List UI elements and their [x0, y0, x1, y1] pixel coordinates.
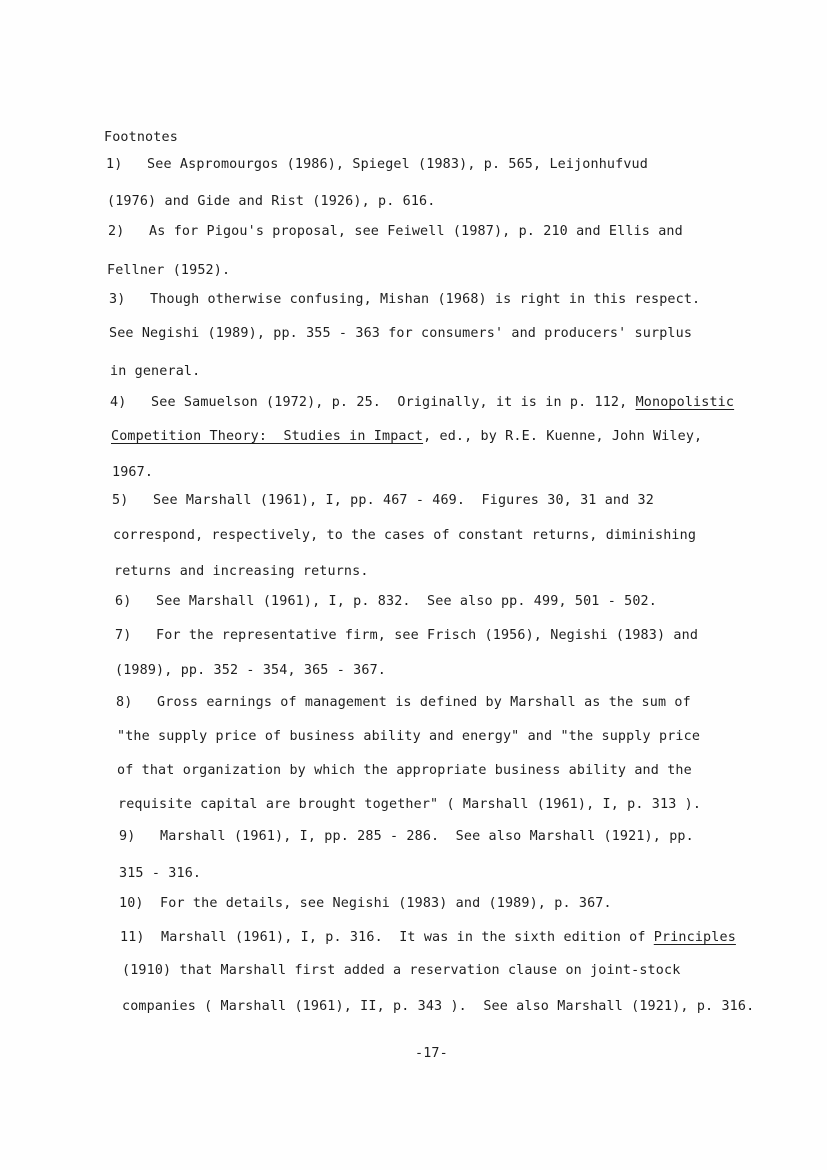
footnote-5-line-3: returns and increasing returns. [114, 564, 369, 579]
footnote-8-line-2: "the supply price of business ability and energy" and "the supply price [117, 729, 701, 744]
footnote-8-line-3: of that organization by which the appropriate business ability and the [117, 763, 692, 778]
footnote-2-line-1: 2) As for Pigou's proposal, see Feiwell (1987), p. 210 and Ellis and [108, 224, 683, 239]
footnote-11-text: 11) Marshall (1961), I, p. 316. It was in the sixth edition of [120, 930, 654, 945]
monopolistic-title-underlined: Monopolistic [635, 395, 735, 410]
page-number: -17- [415, 1046, 448, 1061]
footnote-7-line-2: (1989), pp. 352 - 354, 365 - 367. [115, 663, 386, 678]
footnote-11-line-1 [120, 930, 736, 945]
footnote-4-line-3: 1967. [112, 465, 154, 480]
competition-theory-title-underlined: Competition Theory: Studies in Impact [111, 429, 424, 444]
footnote-2-line-2: Fellner (1952). [107, 263, 231, 278]
footnote-3-line-2: See Negishi (1989), pp. 355 - 363 for consumers' and producers' surplus [109, 326, 693, 341]
footnote-7-line-1: 7) For the representative firm, see Frisch (1956), Negishi (1983) and [115, 628, 699, 643]
footnote-4-publisher: , ed., by R.E. Kuenne, John Wiley, [423, 429, 703, 444]
footnotes-heading: Footnotes [104, 130, 178, 145]
footnote-1-line-2: (1976) and Gide and Rist (1926), p. 616. [107, 194, 436, 209]
footnote-9-line-2: 315 - 316. [119, 866, 202, 881]
footnote-5-line-1: 5) See Marshall (1961), I, pp. 467 - 469. Figures 30, 31 and 32 [112, 493, 654, 508]
footnote-1-line-1: 1) See Aspromourgos (1986), Spiegel (1983), p. 565, Leijonhufvud [106, 157, 648, 172]
footnote-4-line-2 [111, 429, 702, 444]
footnote-8-line-4: requisite capital are brought together" ( Marshall (1961), I, p. 313 ). [118, 797, 702, 812]
footnote-9-line-1: 9) Marshall (1961), I, pp. 285 - 286. See also Marshall (1921), pp. [119, 829, 694, 844]
footnote-11-line-2: (1910) that Marshall first added a reservation clause on joint-stock [122, 963, 681, 978]
footnote-4-text: 4) See Samuelson (1972), p. 25. Originally, it is in p. 112, [110, 395, 636, 410]
footnote-11-line-3: companies ( Marshall (1961), II, p. 343 ). See also Marshall (1921), p. 316. [122, 999, 755, 1014]
footnote-10-line-1: 10) For the details, see Negishi (1983) and (1989), p. 367. [119, 896, 612, 911]
principles-title-underlined: Principles [653, 930, 736, 945]
footnote-5-line-2: correspond, respectively, to the cases of constant returns, diminishing [113, 528, 697, 543]
footnote-4-line-1 [110, 395, 734, 410]
footnote-3-line-3: in general. [110, 364, 201, 379]
footnote-3-line-1: 3) Though otherwise confusing, Mishan (1968) is right in this respect. [109, 292, 701, 307]
footnote-6-line-1: 6) See Marshall (1961), I, p. 832. See also pp. 499, 501 - 502. [115, 594, 657, 609]
footnote-8-line-1: 8) Gross earnings of management is defined by Marshall as the sum of [116, 695, 691, 710]
